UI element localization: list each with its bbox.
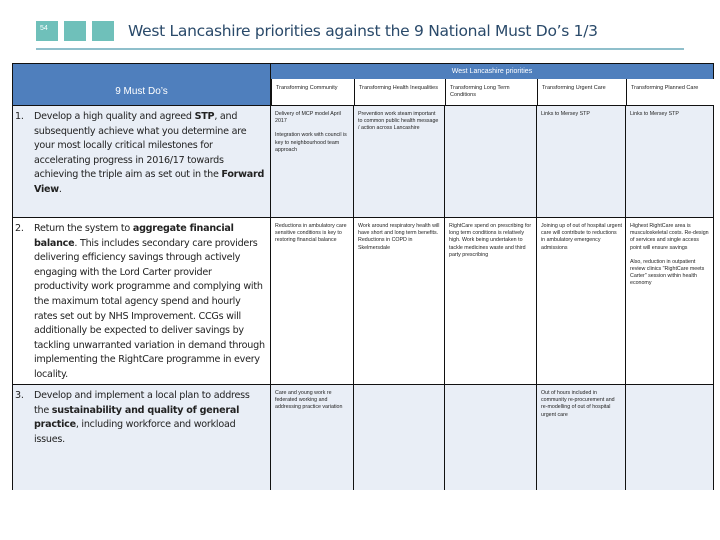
must-do-number: 1. xyxy=(15,111,24,122)
table-row xyxy=(13,217,713,384)
column-header: Transforming Health Inequalities xyxy=(354,79,445,105)
priority-cell xyxy=(537,106,626,217)
page-number: 54 xyxy=(40,25,48,32)
must-do-description: Develop a high quality and agreed STP, and subsequently achieve what you determine are your most locally critical milestones for accelerating progress in 2016/17 towards achieving the triple aim as set out in the Forward View. xyxy=(34,111,265,195)
priority-cell xyxy=(354,385,445,490)
must-do-description: Return the system to aggregate financial balance. This includes secondary care providers delivering efficiency savings through actively engaging with the Lord Carter provider productivity work programme and complying with the maximum total agency spend and hourly rates set out by NHS Improvement. CCGs will additionally be expected to deliver savings by tackling unwarranted variation in demand through implementing the RightCare programme in every locality. xyxy=(34,223,265,380)
priority-text: Out of hours included in community re-procurement and re-modelling of out of hospital urgent care xyxy=(541,390,615,418)
priority-text: Prevention work steam important to common public health message / action across Lancashire xyxy=(358,111,439,132)
priority-cell xyxy=(537,218,626,384)
title-divider xyxy=(36,48,684,50)
table-row xyxy=(13,105,713,217)
priorities-table xyxy=(12,63,714,490)
must-do-number: 2. xyxy=(15,223,24,234)
priority-cell xyxy=(537,385,626,490)
priority-cell xyxy=(626,385,714,490)
priority-text: Care and young work re federated working and addressing practice variation xyxy=(275,390,343,411)
must-do-description: Develop and implement a local plan to address the sustainability and quality of general practice, including workforce and workload issues. xyxy=(34,390,250,445)
must-do-text xyxy=(13,218,271,384)
column-header: Transforming Planned Care xyxy=(626,79,714,105)
priority-cell xyxy=(271,106,354,217)
column-header: Transforming Urgent Care xyxy=(537,79,626,105)
must-do-text xyxy=(13,106,271,217)
priority-cell xyxy=(354,106,445,217)
column-header: Transforming Community xyxy=(271,79,354,105)
priority-cell xyxy=(354,218,445,384)
decorative-square xyxy=(64,21,86,41)
must-dos-header: 9 Must Do’s xyxy=(13,64,271,105)
priority-cell xyxy=(445,385,537,490)
priority-text: Work around respiratory health will have short and long term benefits. Reductions in COPD in Skelmersdale xyxy=(358,223,440,251)
priority-text: Reductions in ambulatory care sensitive conditions is key to restoring financial balance xyxy=(275,223,347,244)
priority-cell xyxy=(271,218,354,384)
page-title: West Lancashire priorities against the 9 National Must Do’s 1/3 xyxy=(128,22,598,40)
column-header: Transforming Long Term Conditions xyxy=(445,79,537,105)
table-row xyxy=(13,384,713,490)
priority-text: Links to Mersey STP xyxy=(541,111,590,117)
must-do-number: 3. xyxy=(15,390,24,401)
priority-text: Delivery of MCP model April 2017 xyxy=(275,111,341,125)
group-header: West Lancashire priorities xyxy=(271,64,713,79)
priority-cell xyxy=(445,218,537,384)
priority-cell xyxy=(271,385,354,490)
priority-text: RightCare spend on prescribing for long term conditions is relatively high. Work being undertaken to tackle medicines waste and third party prescribing xyxy=(449,223,532,258)
priority-cell xyxy=(626,106,714,217)
priority-cell xyxy=(445,106,537,217)
priority-text: Integration work with council is key to neighbourhood team approach xyxy=(275,132,347,153)
priority-text: Links to Mersey STP xyxy=(630,111,679,117)
must-do-text xyxy=(13,385,271,490)
priority-text: Joining up of out of hospital urgent care will contribute to reductions in ambulatory emergency admissions xyxy=(541,223,622,251)
decorative-square xyxy=(92,21,114,41)
priority-cell xyxy=(626,218,714,384)
priority-text: Highest RightCare area is musculoskeletal costs. Re-design of services and single access point will ensure savings xyxy=(630,223,709,251)
priority-text: Also, reduction in outpatient review clinics "RightCare meets Carter" session within health economy xyxy=(630,258,705,287)
page-number-badge xyxy=(36,21,58,41)
